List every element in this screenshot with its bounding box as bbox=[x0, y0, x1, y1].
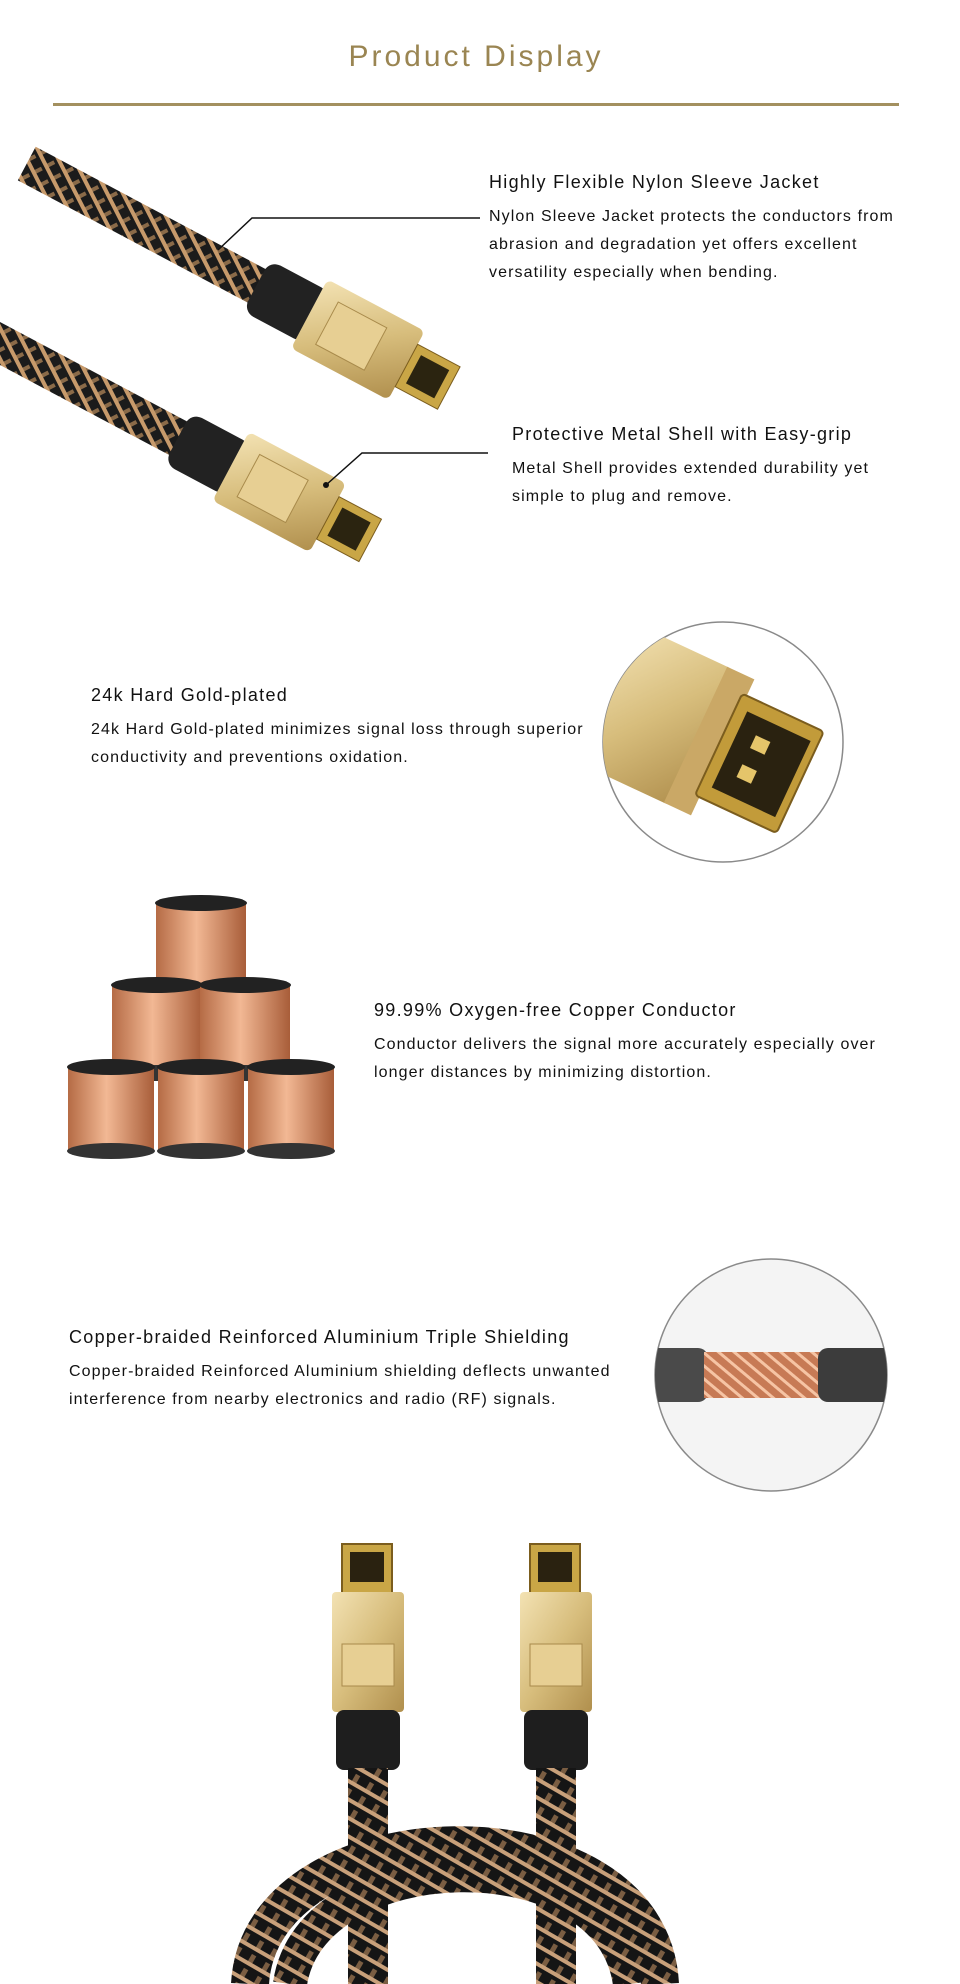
feature-body: Conductor delivers the signal more accurately especially over longer distances by minimizing distortion. bbox=[374, 1036, 876, 1081]
feature-heading: Highly Flexible Nylon Sleeve Jacket bbox=[489, 172, 820, 192]
feature-heading: Protective Metal Shell with Easy-grip bbox=[512, 424, 853, 444]
title-divider bbox=[53, 103, 899, 106]
page-title: Product Display bbox=[348, 40, 604, 73]
feature-metal-shell bbox=[512, 424, 912, 511]
feature-heading: 24k Hard Gold-plated bbox=[91, 685, 289, 705]
copper-wire-spools-photo bbox=[60, 895, 350, 1165]
braided-shielding-closeup bbox=[646, 1250, 896, 1500]
feature-triple-shielding bbox=[69, 1327, 659, 1414]
feature-heading: 99.99% Oxygen-free Copper Conductor bbox=[374, 1000, 737, 1020]
coiled-hdmi-cable-photo bbox=[230, 1544, 670, 1984]
feature-copper-conductor bbox=[374, 1000, 914, 1087]
feature-body: Metal Shell provides extended durability yet simple to plug and remove. bbox=[512, 460, 870, 505]
feature-gold-plated bbox=[91, 685, 591, 772]
feature-body: Copper-braided Reinforced Aluminium shielding deflects unwanted interference from nearby electronics and radio (RF) signals. bbox=[69, 1363, 611, 1408]
gold-plated-connector-closeup bbox=[600, 612, 860, 872]
feature-heading: Copper-braided Reinforced Aluminium Triple Shielding bbox=[69, 1327, 570, 1347]
feature-body: Nylon Sleeve Jacket protects the conductors from abrasion and degradation yet offers excellent versatility especially when bending. bbox=[489, 208, 894, 281]
feature-nylon-sleeve bbox=[489, 172, 929, 287]
feature-body: 24k Hard Gold-plated minimizes signal loss through superior conductivity and preventions oxidation. bbox=[91, 721, 584, 766]
